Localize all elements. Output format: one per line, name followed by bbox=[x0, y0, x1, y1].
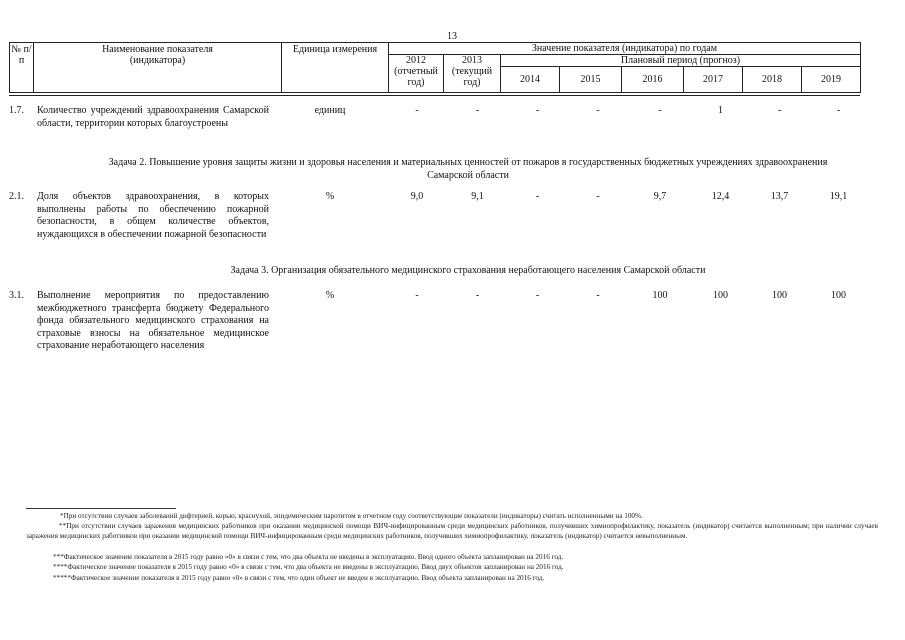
row-value: 100 bbox=[772, 290, 787, 301]
row-value: 9,1 bbox=[471, 191, 484, 202]
row-value: - bbox=[475, 105, 480, 116]
footnote-4: ****Фактическое значение показателя в 2015 году равно «0» в связи с тем, что два объекта не введены в эксплуатацию. Ввод двух объектов запланирован на 2016 год. bbox=[53, 563, 564, 571]
header-year: 2014 bbox=[501, 67, 560, 93]
indicator-table-header bbox=[9, 42, 861, 93]
row-value: - bbox=[596, 105, 600, 116]
row-value: - bbox=[535, 290, 540, 301]
footnote-1: *При отсутствии случаев заболеваний дифтерией, корью, краснухой, эпидемическим паротитом в отчетном году соответствующие показатели (индикаторы) считать исполненными на 100%. bbox=[60, 512, 643, 520]
header-year: 2016 bbox=[622, 67, 684, 93]
row-value: - bbox=[836, 105, 841, 116]
row-value: 13,7 bbox=[770, 191, 789, 202]
row-num: 2.1. bbox=[9, 191, 24, 202]
header-bottom-rule bbox=[9, 95, 860, 96]
year-2013-note: (текущий год) bbox=[451, 66, 493, 88]
year-2012-note: (отчетный год) bbox=[394, 66, 438, 88]
row-value: - bbox=[596, 191, 600, 202]
footnote-separator bbox=[26, 508, 176, 509]
row-num: 3.1. bbox=[9, 290, 24, 301]
year-2013-label: 2013 bbox=[462, 55, 482, 66]
footnote-2: **При отсутствии случаев заражения медицинских работников при оказании медицинской помощи ВИЧ-инфицированным среди медицинских работников, получивших химиопрофилактику, показатель (индикатор) считается выполненным; при наличии случаев заражения медицинских работников при оказании медицинской помощи ВИЧ-инфицированным среди медицинских работников, получивших химиопрофилактику, показатель (индикатор) считается невыполненным. bbox=[26, 522, 878, 540]
row-unit: % bbox=[325, 191, 335, 202]
task-2-heading: Задача 2. Повышение уровня защиты жизни и здоровья населения и материальных ценностей от пожаров в государственных бюджетных учреждениях здравоохранения Самарской области bbox=[108, 157, 828, 181]
page-number: 13 bbox=[447, 31, 457, 42]
header-year: 2018 bbox=[743, 67, 802, 93]
row-value: - bbox=[535, 191, 540, 202]
header-year-2013 bbox=[444, 55, 501, 93]
row-value: - bbox=[777, 105, 782, 116]
row-value: 9,7 bbox=[653, 191, 667, 202]
header-year-2012 bbox=[389, 55, 444, 93]
year-2012-label: 2012 bbox=[406, 55, 426, 66]
footnote-5: *****Фактическое значение показателя в 2015 году равно «0» в связи с тем, что один объект не введен в эксплуатацию. Ввод объекта запланирован на 2016 год. bbox=[53, 574, 545, 582]
row-num: 1.7. bbox=[9, 105, 24, 116]
row-value: - bbox=[475, 290, 480, 301]
header-name-line2: (индикатора) bbox=[129, 55, 186, 66]
row-unit: единиц bbox=[314, 105, 346, 116]
header-year: 2015 bbox=[560, 67, 622, 93]
row-name: Выполнение мероприятия по предоставлению межбюджетного трансферта бюджету Федерального фонда обязательного медицинского страхования на страховые взносы на обязательное медицинское страхование неработающего населения bbox=[37, 290, 269, 351]
row-value: 12,4 bbox=[711, 191, 730, 202]
row-value: 1 bbox=[718, 105, 723, 116]
footnote-3: ***Фактическое значение показателя в 2015 году равно «0» в связи с тем, что два объекта не введены в эксплуатацию. Ввод одного объекта запланирован на 2016 год. bbox=[53, 553, 564, 561]
row-value: - bbox=[415, 290, 419, 301]
row-value: 100 bbox=[652, 290, 668, 301]
task-3-heading: Задача 3. Организация обязательного медицинского страхования неработающего населения Самарской области bbox=[230, 265, 706, 276]
row-unit: % bbox=[325, 290, 335, 301]
header-year: 2017 bbox=[684, 67, 743, 93]
row-value: 100 bbox=[831, 290, 846, 301]
row-value: 100 bbox=[713, 290, 728, 301]
row-name: Доля объектов здравоохранения, в которых выполнены работы по обеспечению пожарной безопасности, в общем количестве объектов, нуждающихся в обеспечении пожарной безопасности bbox=[37, 191, 269, 240]
row-value: - bbox=[658, 105, 662, 116]
header-name-line1: Наименование показателя bbox=[102, 44, 213, 55]
header-year: 2019 bbox=[802, 67, 861, 93]
header-values: Значение показателя (индикатора) по годам bbox=[389, 43, 861, 55]
row-value: 9,0 bbox=[410, 191, 424, 202]
row-value: 19,1 bbox=[829, 191, 848, 202]
header-planning-period: Плановый период (прогноз) bbox=[501, 55, 861, 67]
row-name: Количество учреждений здравоохранения Самарской области, территории которых благоустроены bbox=[37, 105, 269, 129]
header-name bbox=[34, 43, 282, 93]
row-value: - bbox=[415, 105, 419, 116]
row-value: - bbox=[535, 105, 540, 116]
header-unit: Единица измерения bbox=[282, 43, 389, 93]
row-value: - bbox=[596, 290, 600, 301]
header-num: № п/п bbox=[10, 43, 34, 93]
